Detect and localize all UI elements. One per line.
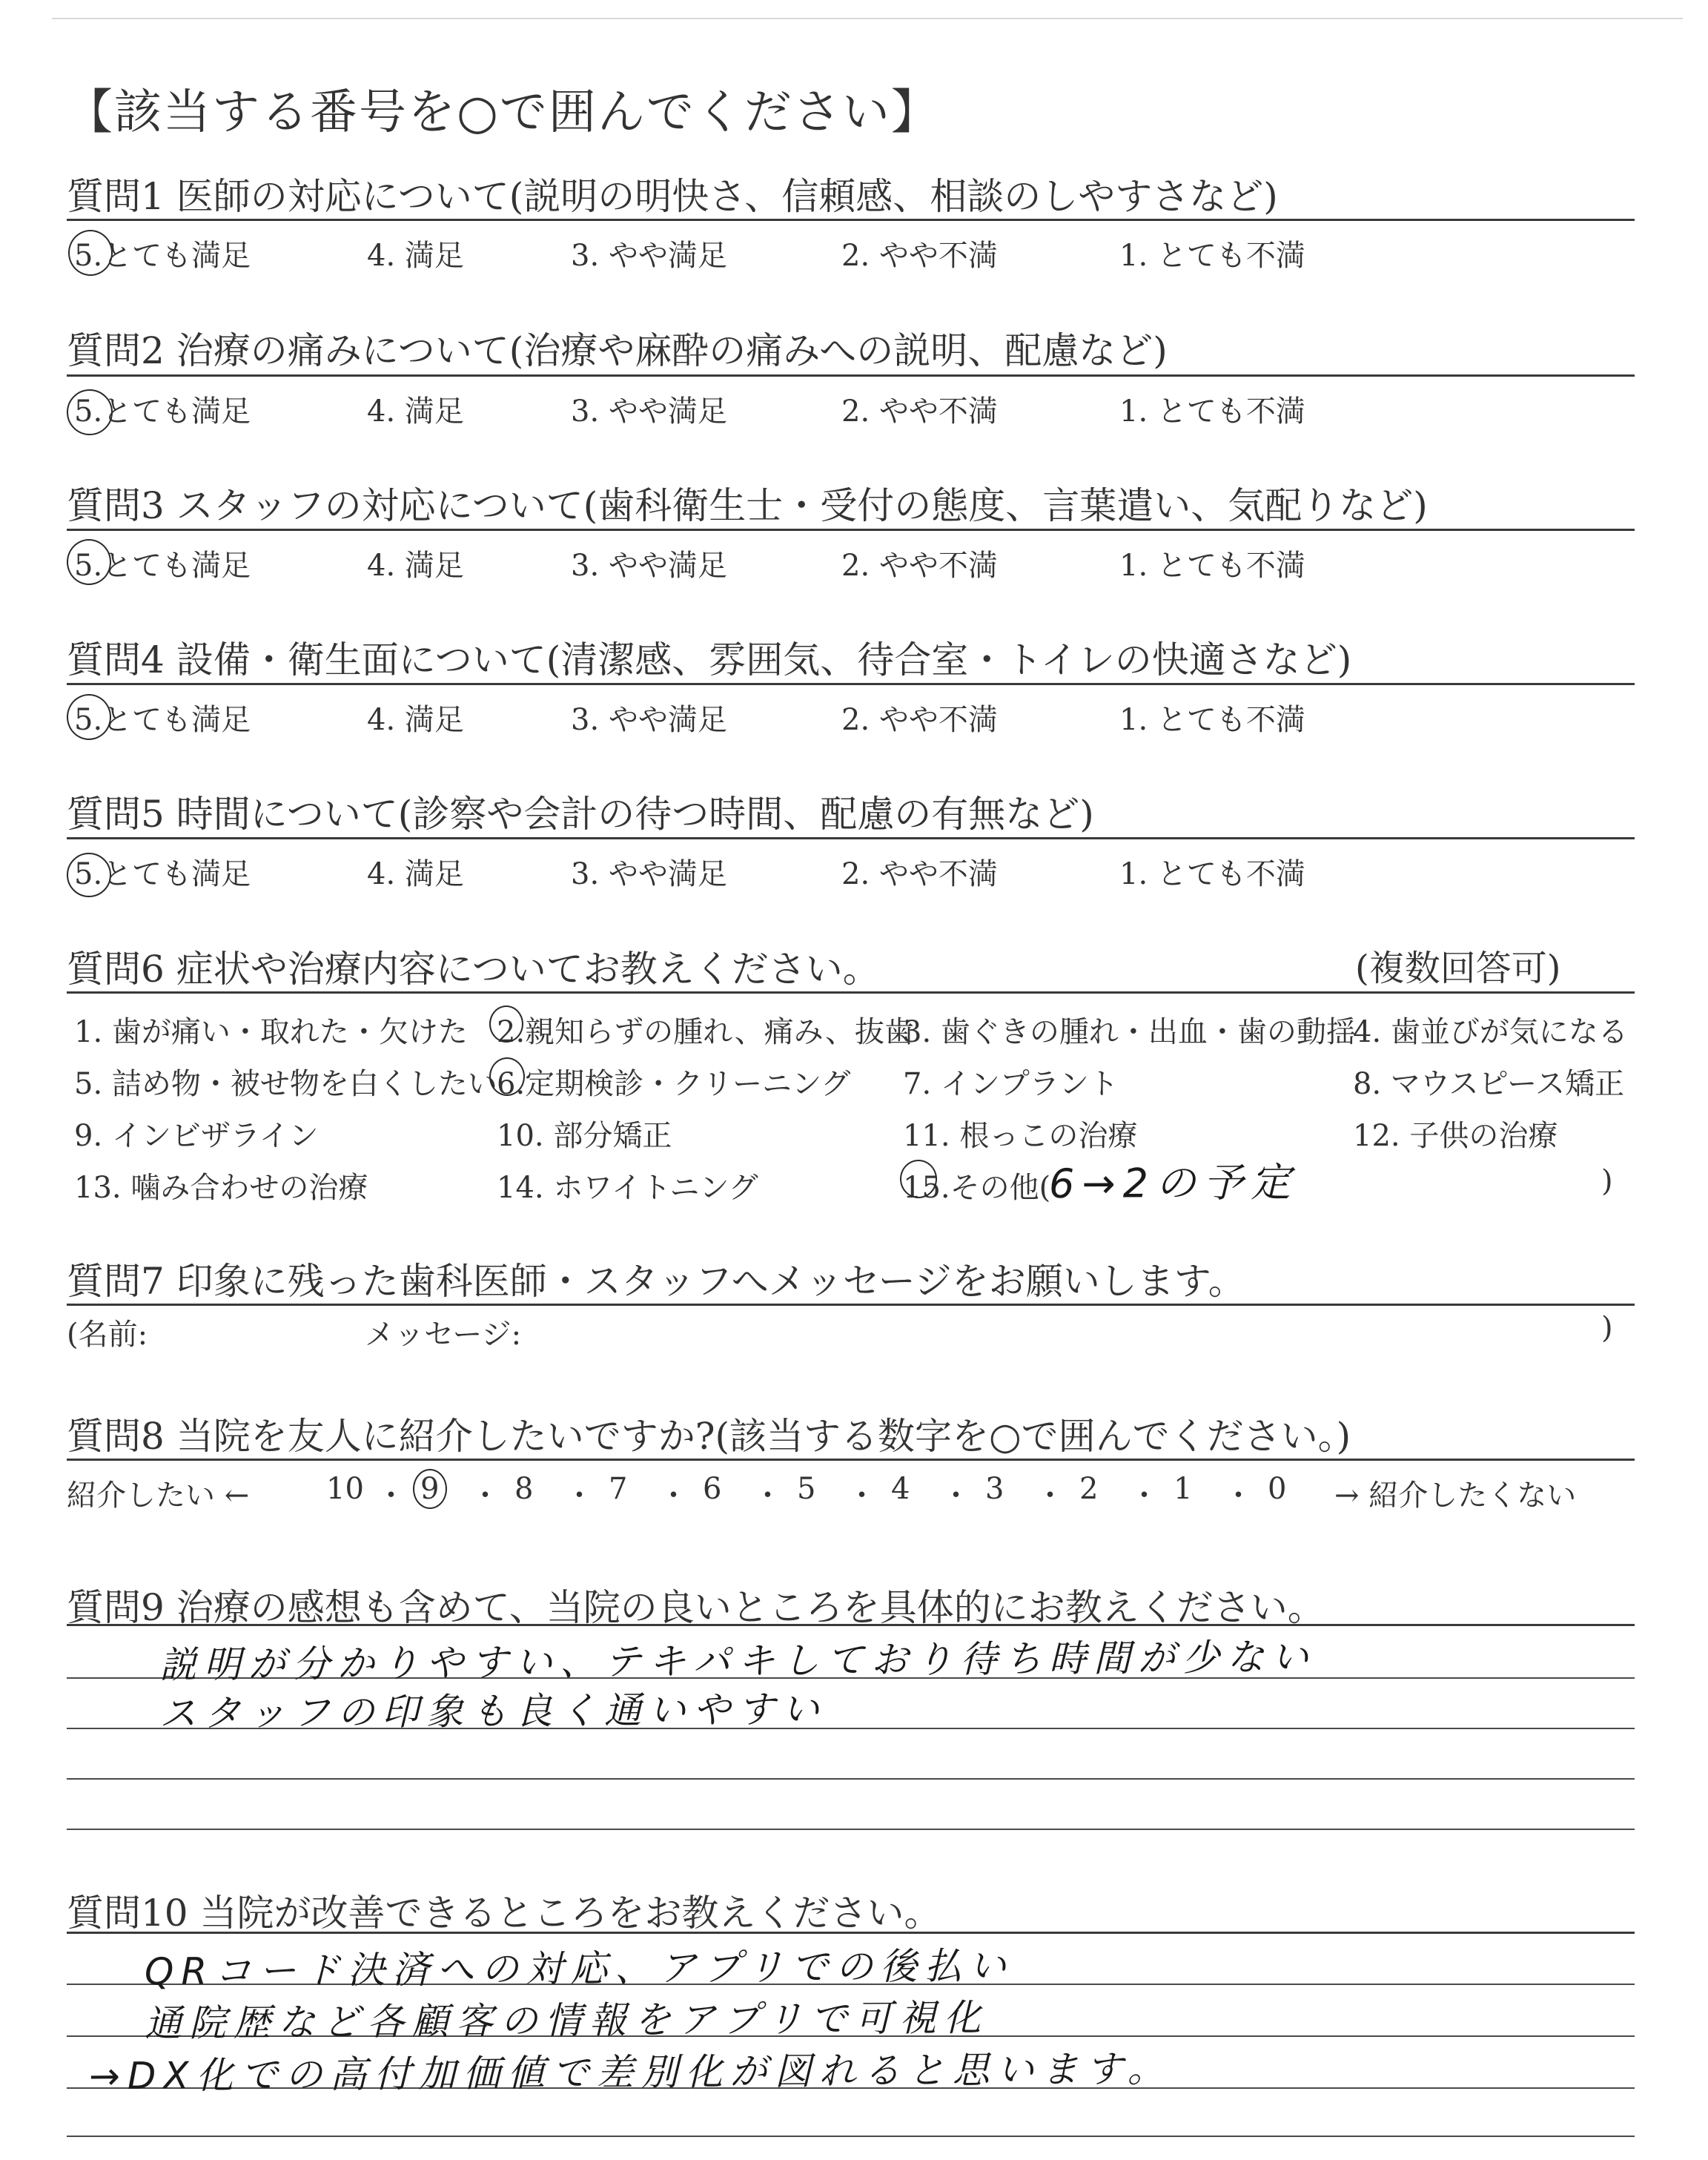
- selection-circle: [900, 1160, 937, 1198]
- option-3[interactable]: 3. やや満足: [571, 857, 727, 891]
- question-5-heading: 質問5 時間について(診察や会計の待つ時間、配慮の有無など): [67, 793, 1094, 836]
- selection-circle: [67, 694, 111, 740]
- question-10-rule: [67, 1932, 1635, 1934]
- recommend-right-label: → 紹介したくない: [1334, 1479, 1577, 1513]
- scale-separator: ・: [941, 1479, 971, 1513]
- option-5[interactable]: 5.とても満足: [74, 239, 251, 273]
- q10-answer-line-1[interactable]: QRコード決済への対応、アプリでの後払い: [144, 1943, 1014, 1994]
- question-9-heading: 質問9 治療の感想も含めて、当院の良いところを具体的にお教えください。: [67, 1586, 1325, 1629]
- question-10-heading: 質問10 当院が改善できるところをお教えください。: [67, 1892, 941, 1935]
- option-4[interactable]: 4. 満足: [367, 703, 464, 737]
- scale-separator: ・: [564, 1479, 595, 1513]
- symptom-option-2[interactable]: 2.親知らずの腫れ、痛み、抜歯: [497, 1015, 914, 1049]
- option-1[interactable]: 1. とても不満: [1119, 703, 1305, 737]
- scale-value-3[interactable]: 3: [985, 1472, 1004, 1506]
- symptom-option-8[interactable]: 8. マウスピース矯正: [1353, 1067, 1625, 1101]
- question-8-heading: 質問8 当院を友人に紹介したいですか?(該当する数字を○で囲んでください。): [67, 1415, 1351, 1458]
- question-2-heading: 質問2 治療の痛みについて(治療や麻酔の痛みへの説明、配慮など): [67, 329, 1168, 372]
- option-2[interactable]: 2. やや不満: [841, 703, 998, 737]
- page-title: 【該当する番号を○で囲んでください】: [65, 85, 940, 140]
- symptom-option-14[interactable]: 14. ホワイトニング: [497, 1171, 758, 1205]
- scale-value-2[interactable]: 2: [1079, 1472, 1099, 1506]
- symptom-option-6[interactable]: 6.定期検診・クリーニング: [497, 1067, 851, 1101]
- scale-value-8[interactable]: 8: [514, 1472, 534, 1506]
- scale-value-9[interactable]: 9: [420, 1472, 440, 1506]
- symptom-option-7[interactable]: 7. インプラント: [903, 1067, 1119, 1101]
- message-label: メッセージ:: [365, 1318, 522, 1352]
- scale-value-10[interactable]: 10: [326, 1472, 364, 1506]
- q10-answer-line-2[interactable]: 通院歴など各顧客の情報をアプリで可視化: [144, 1996, 989, 2045]
- other-handwritten-answer[interactable]: 6→2の予定: [1048, 1158, 1299, 1208]
- symptom-option-5[interactable]: 5. 詰め物・被せ物を白くしたい: [74, 1067, 497, 1101]
- name-label: (名前:: [67, 1318, 148, 1352]
- scale-separator: ・: [1129, 1479, 1159, 1513]
- question-7-rule: [67, 1304, 1635, 1306]
- option-1[interactable]: 1. とても不満: [1119, 239, 1305, 273]
- top-edge-line: [52, 18, 1683, 19]
- scale-value-4[interactable]: 4: [891, 1472, 910, 1506]
- question-7-heading: 質問7 印象に残った歯科医師・スタッフへメッセージをお願いします。: [67, 1260, 1245, 1303]
- symptom-option-10[interactable]: 10. 部分矯正: [497, 1119, 672, 1153]
- scale-separator: ・: [847, 1479, 877, 1513]
- selection-circle: [68, 230, 113, 276]
- scale-value-1[interactable]: 1: [1174, 1472, 1193, 1506]
- other-close-paren: ): [1601, 1164, 1613, 1198]
- option-2[interactable]: 2. やや不満: [841, 857, 998, 891]
- option-5[interactable]: 5.とても満足: [74, 857, 251, 891]
- question-3-rule: [67, 529, 1635, 531]
- scale-separator: ・: [752, 1479, 783, 1513]
- scale-value-6[interactable]: 6: [703, 1472, 722, 1506]
- question-3-heading: 質問3 スタッフの対応について(歯科衛生士・受付の態度、言葉遣い、気配りなど): [67, 484, 1428, 527]
- symptom-option-11[interactable]: 11. 根っこの治療: [903, 1119, 1138, 1153]
- option-3[interactable]: 3. やや満足: [571, 394, 727, 429]
- question-2-rule: [67, 374, 1635, 377]
- symptom-option-9[interactable]: 9. インビザライン: [74, 1119, 319, 1153]
- option-1[interactable]: 1. とても不満: [1119, 394, 1305, 429]
- question-6-rule: [67, 991, 1635, 994]
- option-2[interactable]: 2. やや不満: [841, 549, 998, 583]
- symptom-option-15[interactable]: 15.その他(: [903, 1171, 1051, 1205]
- scale-value-5[interactable]: 5: [797, 1472, 816, 1506]
- scale-separator: ・: [658, 1479, 689, 1513]
- option-4[interactable]: 4. 満足: [367, 857, 464, 891]
- scale-separator: ・: [1223, 1479, 1254, 1513]
- answer-line: [67, 1778, 1635, 1780]
- symptom-option-3[interactable]: 3. 歯ぐきの腫れ・出血・歯の動揺: [903, 1015, 1356, 1049]
- option-1[interactable]: 1. とても不満: [1119, 549, 1305, 583]
- question-1-heading: 質問1 医師の対応について(説明の明快さ、信頼感、相談のしやすさなど): [67, 175, 1278, 218]
- q9-answer-line-1[interactable]: 説明が分かりやすい、テキパキしており待ち時間が少ない: [159, 1635, 1317, 1687]
- option-4[interactable]: 4. 満足: [367, 394, 464, 429]
- scale-value-0[interactable]: 0: [1268, 1472, 1287, 1506]
- q10-answer-line-3[interactable]: →DX化での高付加価値で差別化が図れると思います。: [88, 2047, 1172, 2098]
- option-4[interactable]: 4. 満足: [367, 549, 464, 583]
- answer-line: [67, 1829, 1635, 1830]
- answer-line: [67, 2136, 1635, 2137]
- option-2[interactable]: 2. やや不満: [841, 394, 998, 429]
- option-5[interactable]: 5.とても満足: [74, 549, 251, 583]
- question-4-rule: [67, 683, 1635, 685]
- option-3[interactable]: 3. やや満足: [571, 549, 727, 583]
- selection-circle: [489, 1005, 523, 1043]
- scale-separator: ・: [1035, 1479, 1065, 1513]
- symptom-option-13[interactable]: 13. 噛み合わせの治療: [74, 1171, 368, 1205]
- question-8-rule: [67, 1459, 1635, 1461]
- selection-circle: [67, 853, 111, 897]
- option-3[interactable]: 3. やや満足: [571, 703, 727, 737]
- question-9-rule: [67, 1624, 1635, 1626]
- q9-answer-line-2[interactable]: スタッフの印象も良く通いやすい: [159, 1687, 827, 1736]
- symptom-option-4[interactable]: 4. 歯並びが気になる: [1353, 1015, 1628, 1049]
- scale-separator: ・: [470, 1479, 500, 1513]
- option-1[interactable]: 1. とても不満: [1119, 857, 1305, 891]
- symptom-option-12[interactable]: 12. 子供の治療: [1353, 1119, 1558, 1153]
- scale-value-7[interactable]: 7: [609, 1472, 628, 1506]
- question-4-heading: 質問4 設備・衛生面について(清潔感、雰囲気、待合室・トイレの快適さなど): [67, 638, 1352, 681]
- option-3[interactable]: 3. やや満足: [571, 239, 727, 273]
- multiple-answer-note: (複数回答可): [1355, 948, 1561, 989]
- selection-circle: [67, 539, 111, 585]
- selection-circle: [489, 1057, 525, 1096]
- option-5[interactable]: 5.とても満足: [74, 394, 251, 429]
- question-6-heading: 質問6 症状や治療内容についてお教えください。: [67, 948, 880, 991]
- message-close-paren: ): [1601, 1311, 1613, 1345]
- question-5-rule: [67, 837, 1635, 839]
- option-2[interactable]: 2. やや不満: [841, 239, 998, 273]
- recommend-left-label: 紹介したい ←: [67, 1479, 250, 1513]
- option-5[interactable]: 5.とても満足: [74, 703, 251, 737]
- option-4[interactable]: 4. 満足: [367, 239, 464, 273]
- question-1-rule: [67, 219, 1635, 221]
- scale-separator: ・: [376, 1479, 406, 1513]
- symptom-option-1[interactable]: 1. 歯が痛い・取れた・欠けた: [74, 1015, 468, 1049]
- selection-circle: [67, 389, 113, 435]
- selection-circle: [413, 1469, 447, 1509]
